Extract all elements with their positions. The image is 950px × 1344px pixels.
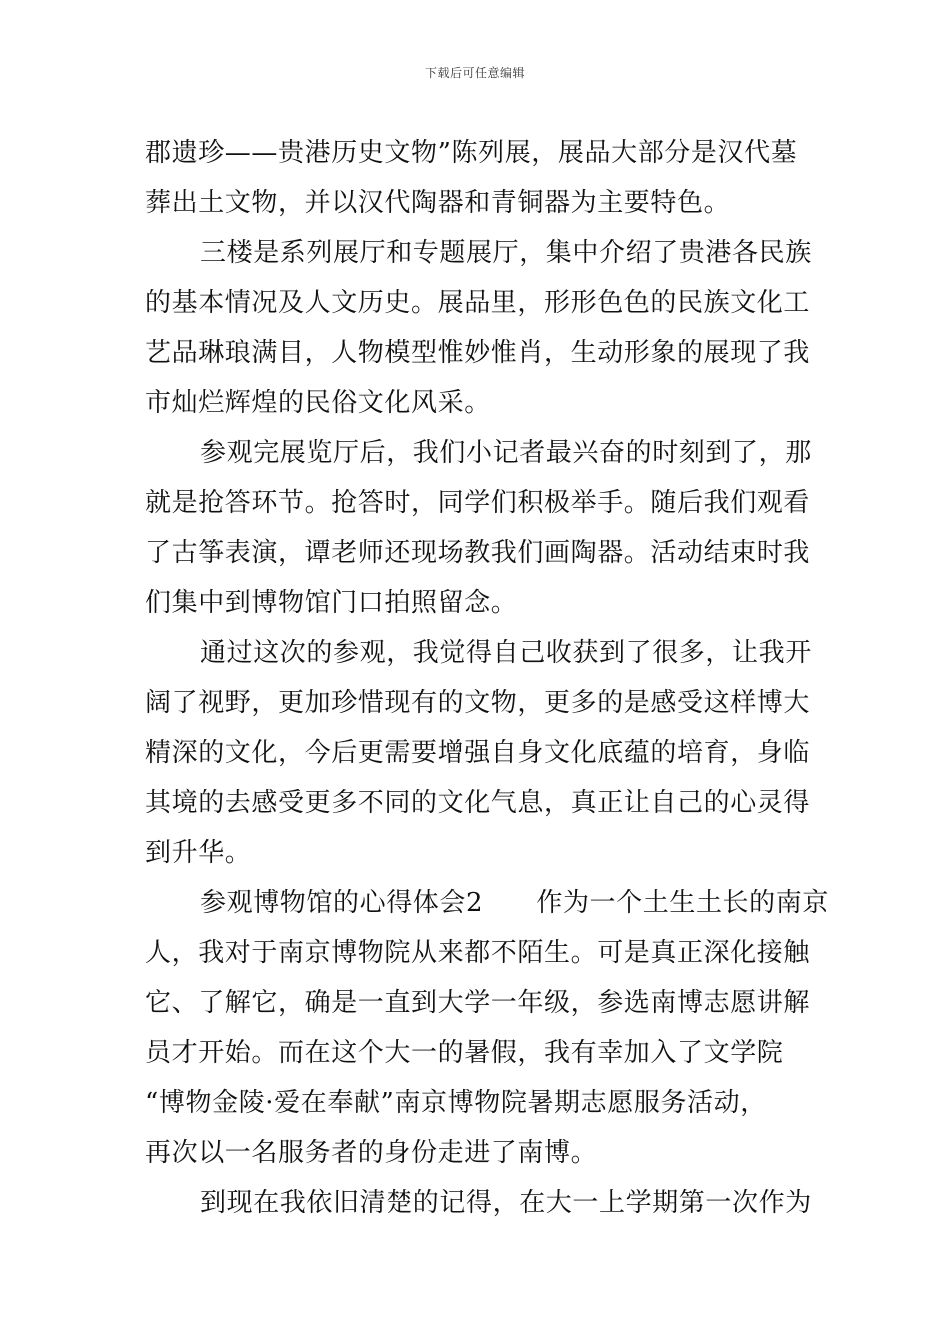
text-line: 艺品琳琅满目，人物模型惟妙惟肖，生动形象的展现了我	[145, 338, 811, 368]
text-line: 了古筝表演，谭老师还现场教我们画陶器。活动结束时我	[145, 538, 811, 568]
text-line: 就是抢答环节。抢答时，同学们积极举手。随后我们观看	[145, 488, 811, 518]
text-line: 到升华。	[145, 838, 252, 868]
text-line: 它、了解它，确是一直到大学一年级，参选南博志愿讲解	[145, 988, 811, 1018]
document-body	[145, 128, 829, 1228]
text-line: 市灿烂辉煌的民俗文化风采。	[145, 388, 491, 418]
paragraph-start-line: 参观博物馆的心得体会2 作为一个土生土长的南京	[200, 888, 829, 918]
paragraph-start-line: 通过这次的参观，我觉得自己收获到了很多，让我开	[200, 638, 812, 668]
text-line: 其境的去感受更多不同的文化气息，真正让自己的心灵得	[145, 788, 811, 818]
page-header-note: 下载后可任意编辑	[424, 66, 525, 80]
text-line: 葬出土文物，并以汉代陶器和青铜器为主要特色。	[145, 188, 731, 218]
text-line: 人，我对于南京博物院从来都不陌生。可是真正深化接触	[145, 938, 811, 968]
paragraph-start-line: 参观完展览厅后，我们小记者最兴奋的时刻到了，那	[200, 438, 812, 468]
text-line: 员才开始。而在这个大一的暑假，我有幸加入了文学院	[145, 1038, 784, 1068]
text-line: “博物金陵·爱在奉献”南京博物院暑期志愿服务活动，	[145, 1088, 767, 1118]
paragraph-start-line: 三楼是系列展厅和专题展厅，集中介绍了贵港各民族	[200, 238, 812, 268]
text-line: 们集中到博物馆门口拍照留念。	[145, 588, 518, 618]
paragraph-start-line: 到现在我依旧清楚的记得，在大一上学期第一次作为	[200, 1188, 812, 1218]
text-line: 阔了视野，更加珍惜现有的文物，更多的是感受这样博大	[145, 688, 811, 718]
text-line: 精深的文化，今后更需要增强自身文化底蕴的培育，身临	[145, 738, 811, 768]
text-line: 郡遗珍——贵港历史文物”陈列展，展品大部分是汉代墓	[145, 138, 798, 168]
text-line: 的基本情况及人文历史。展品里，形形色色的民族文化工	[145, 288, 811, 318]
text-line: 再次以一名服务者的身份走进了南博。	[145, 1138, 598, 1168]
